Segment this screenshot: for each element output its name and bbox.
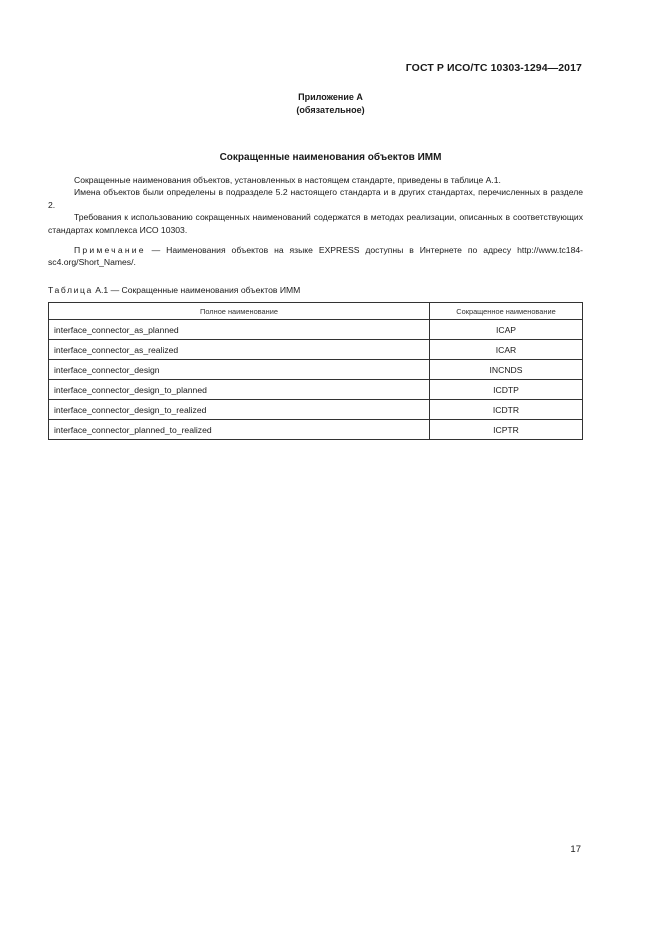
note-label: Примечание xyxy=(74,245,146,256)
short-name-cell: ICPTR xyxy=(430,420,583,440)
full-name-cell: interface_connector_design_to_planned xyxy=(49,380,430,400)
short-name-cell: ICDTP xyxy=(430,380,583,400)
full-name-cell: interface_connector_as_realized xyxy=(49,340,430,360)
full-name-cell: interface_connector_design_to_realized xyxy=(49,400,430,420)
paragraph: Сокращенные наименования объектов, установленных в настоящем стандарте, приведены в таблице А.1. xyxy=(74,175,501,185)
table-row xyxy=(49,340,583,360)
standard-header: ГОСТ Р ИСО/ТС 10303-1294—2017 xyxy=(405,62,582,74)
table-row xyxy=(49,420,583,440)
short-name-cell: ICDTR xyxy=(430,400,583,420)
table-caption xyxy=(48,285,300,295)
page-number: 17 xyxy=(570,844,581,855)
table-row xyxy=(49,320,583,340)
note-text: — Наименования объектов на языке EXPRESS доступны в Интернете по адресу http://www.tc184-sc4.org/Short_Names/. xyxy=(48,245,583,268)
annex-status: (обязательное) xyxy=(296,105,365,115)
table-row xyxy=(49,400,583,420)
short-name-cell: ICAP xyxy=(430,320,583,340)
table-header-row xyxy=(49,303,583,320)
full-name-cell: interface_connector_as_planned xyxy=(49,320,430,340)
table-row xyxy=(49,360,583,380)
table-caption-label: Таблица xyxy=(48,285,93,295)
body-text xyxy=(48,174,583,269)
section-title: Сокращенные наименования объектов ИММ xyxy=(219,152,442,163)
column-header-full-name: Полное наименование xyxy=(49,303,430,320)
short-name-cell: ICAR xyxy=(430,340,583,360)
note xyxy=(48,244,583,269)
paragraph: Требования к использованию сокращенных наименований содержатся в методах реализации, описанных в соответствующих стандартах комплекса ИСО 10303. xyxy=(48,212,583,235)
column-header-short-name: Сокращенное наименование xyxy=(430,303,583,320)
full-name-cell: interface_connector_design xyxy=(49,360,430,380)
annex-title: Приложение А xyxy=(298,92,363,102)
table-row xyxy=(49,380,583,400)
paragraph: Имена объектов были определены в подразделе 5.2 настоящего стандарта и в других стандартах, перечисленных в разделе 2. xyxy=(48,187,583,210)
short-names-table xyxy=(48,302,583,440)
short-name-cell: INCNDS xyxy=(430,360,583,380)
table-caption-text: А.1 — Сокращенные наименования объектов ИММ xyxy=(92,285,301,295)
full-name-cell: interface_connector_planned_to_realized xyxy=(49,420,430,440)
